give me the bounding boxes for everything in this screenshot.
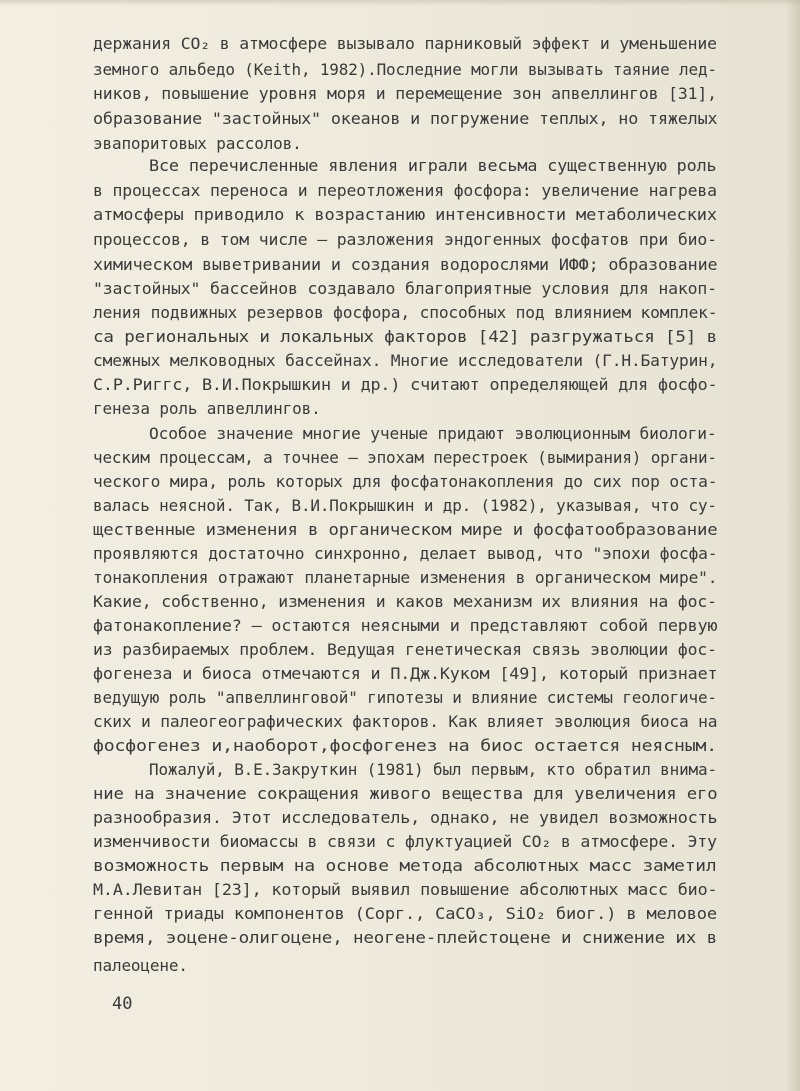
text-line: ческого мира, роль которых для фосфатонакопления до сих пор оста- [93, 472, 718, 491]
text-line: ческим процессам, а точнее – эпохам перестроек (вымирания) органи- [93, 448, 717, 467]
text-line: образование "застойных" океанов и погружение теплых, но тяжелых [93, 109, 718, 128]
text-line: ления подвижных резервов фосфора, способных под влиянием комплек- [93, 303, 718, 322]
page-edge-shadow [786, 0, 800, 1091]
text-line: земного альбедо (Keith, 1982).Последние могли вызывать таяние лед- [93, 60, 717, 79]
text-line: возможность первым на основе метода абсолютных масс заметил [93, 856, 717, 875]
page-top-shadow [0, 0, 800, 6]
text-line: са региональных и локальных факторов [42] разгружаться [5] в [93, 327, 718, 346]
text-line: генной триады компонентов (Cорг., CaCO₃, SiO₂ биог.) в меловое [93, 904, 717, 923]
text-line: Особое значение многие ученые придают эволюционным биологи- [149, 424, 717, 443]
text-line: разнообразия. Этот исследователь, однако, не увидел возможность [93, 808, 718, 827]
text-line: фосфогенез и,наоборот,фосфогенез на биос остается неясным. [93, 736, 717, 755]
text-line: Пожалуй, В.Е.Закруткин (1981) был первым, кто обратил внима- [149, 760, 717, 779]
text-line: смежных мелководных бассейнах. Многие исследователи (Г.Н.Батурин, [93, 351, 718, 370]
text-line: М.А.Левитан [23], который выявил повышение абсолютных масс био- [93, 880, 718, 899]
text-line: в процессах переноса и переотложения фосфора: увеличение нагрева [93, 181, 717, 200]
text-line: валась неясной. Так, В.И.Покрышкин и др. (1982), указывая, что су- [93, 496, 717, 515]
text-line: процессов, в том числе – разложения эндогенных фосфатов при био- [93, 230, 717, 249]
text-line: ских и палеогеографических факторов. Как влияет эволюция биоса на [93, 712, 718, 731]
text-line: проявляются достаточно синхронно, делает вывод, что "эпохи фосфа- [93, 544, 718, 563]
text-line: ведущую роль "апвеллинговой" гипотезы и влияние системы геологиче- [93, 688, 717, 707]
text-line: химическом выветривании и создания водорослями ИФФ; образование [93, 255, 718, 274]
text-line: фогенеза и биоса отмечаются и П.Дж.Куком [49], который признает [93, 664, 718, 683]
text-line: ников, повышение уровня моря и перемещение зон апвеллингов [31], [93, 84, 717, 103]
text-line: изменчивости биомассы в связи с флуктуацией CO₂ в атмосфере. Эту [93, 832, 717, 851]
text-line: фатонакопление? – остаются неясными и представляют собой первую [93, 616, 718, 635]
text-line: Все перечисленные явления играли весьма существенную роль [149, 156, 717, 175]
text-line: "застойных" бассейнов создавало благоприятные условия для накоп- [93, 279, 717, 298]
text-line: эвапоритовых рассолов. [93, 134, 302, 153]
text-line: время, эоцене-олигоцене, неогене-плейстоцене и снижение их в [93, 928, 718, 947]
text-line: ние на значение сокращения живого вещества для увеличения его [93, 784, 718, 803]
text-line: тонакопления отражают планетарные изменения в органическом мире". [93, 568, 718, 587]
text-line: Какие, собственно, изменения и каков механизм их влияния на фос- [93, 592, 717, 611]
text-line: щественные изменения в органическом мире и фосфатообразование [93, 520, 718, 539]
text-line: держания CO₂ в атмосфере вызывало парниковый эффект и уменьшение [93, 34, 717, 53]
text-line: С.Р.Риггс, В.И.Покрышкин и др.) считают определяющей для фосфо- [93, 375, 718, 394]
text-line: палеоцене. [93, 956, 188, 975]
text-line: из разбираемых проблем. Ведущая генетическая связь эволюции фос- [93, 640, 717, 659]
page-number: 40 [112, 994, 133, 1014]
text-line: генеза роль апвеллингов. [93, 399, 321, 418]
text-line: атмосферы приводило к возрастанию интенсивности метаболических [93, 205, 717, 224]
